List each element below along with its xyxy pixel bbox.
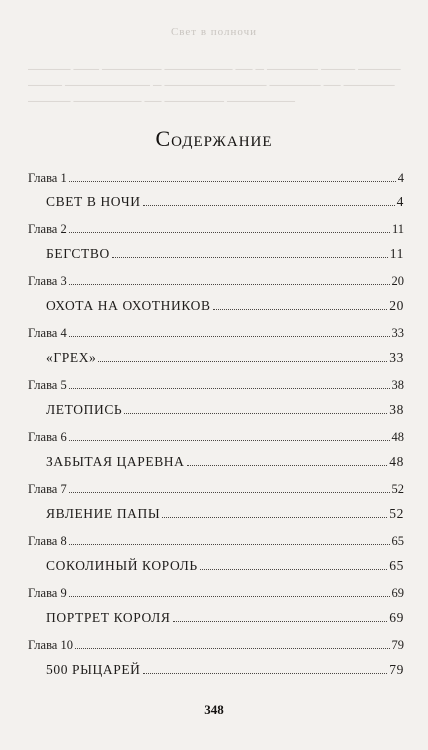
toc-chapter-row[interactable] [28,166,404,186]
leader-dots [213,309,388,310]
toc-title-row[interactable] [46,450,404,470]
page-ref: 48 [391,430,404,444]
leader-dots [69,544,390,545]
toc-title-row[interactable] [46,606,404,626]
toc-chapter-row[interactable] [28,321,404,341]
chapter-label: Глава 8 [28,534,67,548]
toc-chapter-row[interactable] [28,581,404,601]
toc-title-row[interactable] [46,294,404,314]
toc-title-row[interactable] [46,346,404,366]
toc-chapter-row[interactable] [28,269,404,289]
leader-dots [69,440,390,441]
bleed-through-text: ───── ─── ─────── ──────── ── ─ ────── ──── ───── [28,62,401,76]
chapter-title: СВЕТ В НОЧИ [46,194,141,209]
chapter-label: Глава 2 [28,222,67,236]
chapter-title: ОХОТА НА ОХОТНИКОВ [46,298,211,313]
leader-dots [200,569,388,570]
leader-dots [162,517,387,518]
page-ref: 65 [391,534,404,548]
leader-dots [173,621,388,622]
toc-title-row[interactable] [46,190,404,210]
chapter-label: Глава 1 [28,171,67,185]
chapter-title: ЯВЛЕНИЕ ПАПЫ [46,506,161,521]
toc-chapter-row[interactable] [28,373,404,393]
leader-dots [69,388,390,389]
bleed-through-text: ──── ────────── ─ ──────────── ────── ── ────── [28,78,395,92]
page-ref: 11 [391,222,404,236]
chapter-title: «ГРЕХ» [46,350,97,365]
chapter-title: ЗАБЫТАЯ ЦАРЕВНА [46,454,185,469]
page-ref: 48 [389,454,404,469]
leader-dots [143,205,395,206]
page-ref: 69 [391,586,404,600]
chapter-title: ПОРТРЕТ КОРОЛЯ [46,610,171,625]
running-head: Свет в полночи [170,26,258,38]
toc-title-row[interactable] [46,658,404,678]
page-ref: 4 [396,194,404,209]
chapter-title: ЛЕТОПИСЬ [46,402,123,417]
toc-chapter-row[interactable] [28,217,404,237]
leader-dots [69,492,390,493]
page-ref: 4 [397,171,404,185]
page-ref: 79 [389,662,404,677]
chapter-title: СОКОЛИНЫЙ КОРОЛЬ [46,558,198,573]
page-ref: 11 [389,246,404,261]
toc-chapter-row[interactable] [28,425,404,445]
page-ref: 52 [389,506,404,521]
leader-dots [69,336,390,337]
leader-dots [187,465,388,466]
page-ref: 33 [391,326,404,340]
page-ref: 38 [391,378,404,392]
leader-dots [98,361,387,362]
bleed-through-text: ───── ──────── ── ─────── ──────── [28,94,296,108]
leader-dots [75,648,390,649]
page-ref: 33 [389,350,404,365]
page-ref: 65 [389,558,404,573]
page-ref: 38 [389,402,404,417]
leader-dots [69,181,396,182]
page-ref: 52 [391,482,404,496]
toc-title-row[interactable] [46,398,404,418]
toc-title-row[interactable] [46,502,404,522]
leader-dots [69,232,390,233]
page-ref: 69 [389,610,404,625]
chapter-label: Глава 10 [28,638,73,652]
page-number: 348 [204,702,224,717]
toc-title-row[interactable] [46,554,404,574]
chapter-label: Глава 3 [28,274,67,288]
leader-dots [124,413,387,414]
toc-chapter-row[interactable] [28,633,404,653]
leader-dots [143,673,388,674]
chapter-title: 500 РЫЦАРЕЙ [46,662,141,677]
chapter-label: Глава 5 [28,378,67,392]
chapter-label: Глава 9 [28,586,67,600]
toc-title-row[interactable] [46,242,404,262]
chapter-label: Глава 7 [28,482,67,496]
leader-dots [69,596,390,597]
chapter-label: Глава 6 [28,430,67,444]
leader-dots [112,257,388,258]
leader-dots [69,284,390,285]
chapter-label: Глава 4 [28,326,67,340]
chapter-title: БЕГСТВО [46,246,110,261]
toc-chapter-row[interactable] [28,477,404,497]
page-ref: 20 [391,274,404,288]
toc-chapter-row[interactable] [28,529,404,549]
page-ref: 20 [389,298,404,313]
page-ref: 79 [391,638,404,652]
page-title: Содержание [155,126,273,151]
